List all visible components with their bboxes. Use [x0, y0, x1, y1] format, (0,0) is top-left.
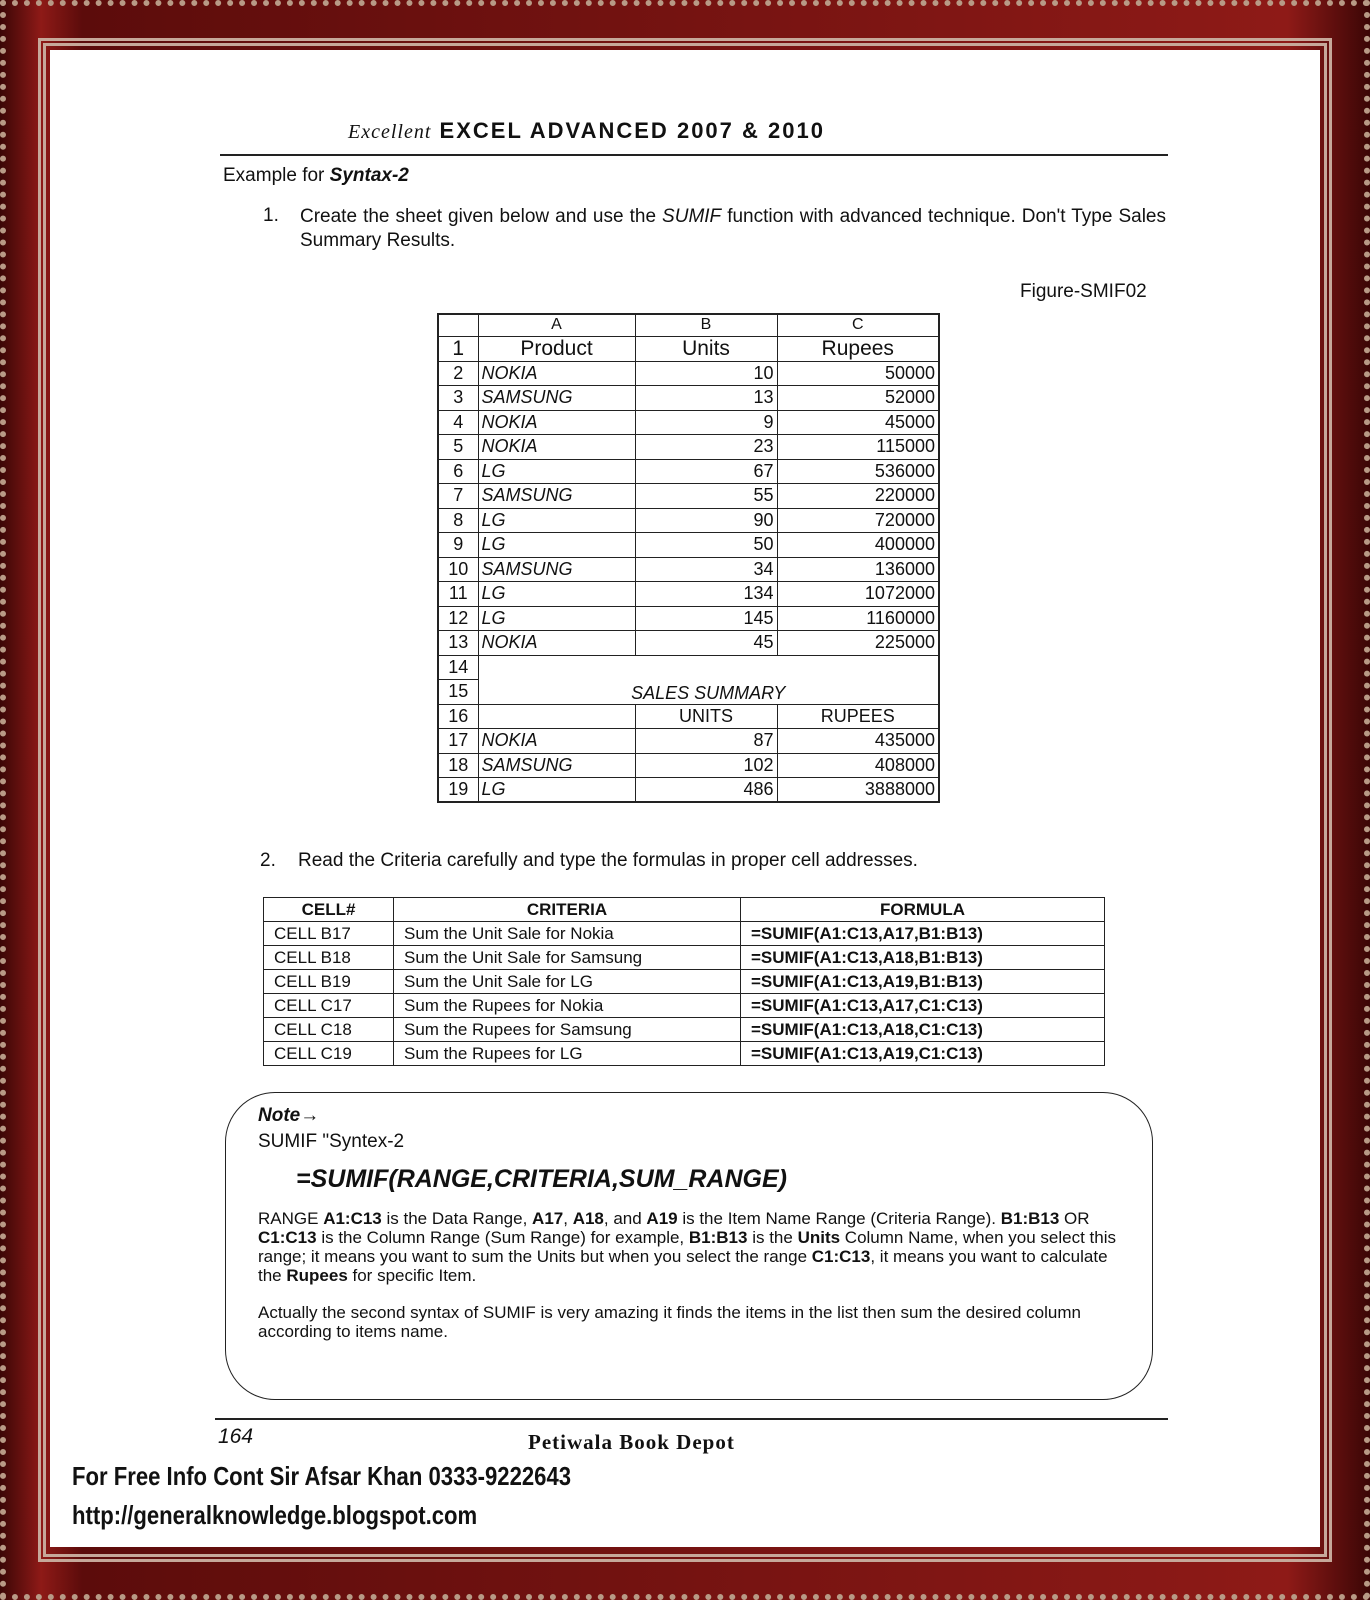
column-header: A	[478, 314, 635, 336]
rupees-cell: 115000	[777, 435, 939, 460]
rupees-cell: 220000	[777, 484, 939, 509]
units-cell: 13	[635, 386, 777, 411]
sheet-row	[438, 435, 939, 460]
sheet-row	[438, 704, 939, 729]
formula: =SUMIF(A1:C13,A18,B1:B13)	[741, 946, 1105, 970]
sheet-row	[438, 459, 939, 484]
sheet-row	[438, 361, 939, 386]
units-cell: 45	[635, 631, 777, 656]
product-cell: NOKIA	[478, 361, 635, 386]
header-version: 2007 & 2010	[676, 118, 825, 143]
formula: =SUMIF(A1:C13,A19,C1:C13)	[741, 1042, 1105, 1066]
spreadsheet-figure	[437, 313, 940, 803]
criteria-text: Sum the Rupees for LG	[394, 1042, 741, 1066]
product-cell: LG	[478, 778, 635, 803]
criteria-text: Sum the Rupees for Samsung	[394, 1018, 741, 1042]
sheet-row	[438, 386, 939, 411]
publisher: Petiwala Book Depot	[528, 1430, 735, 1454]
units-cell: 55	[635, 484, 777, 509]
header-cell: Product	[478, 336, 635, 361]
units-cell: 67	[635, 459, 777, 484]
header-script: Excellent	[348, 121, 432, 143]
blog-url[interactable]: http://generalknowledge.blogspot.com	[72, 1500, 478, 1530]
step2-text: Read the Criteria carefully and type the formulas in proper cell addresses.	[298, 850, 918, 871]
sheet-row	[438, 729, 939, 754]
product-cell: NOKIA	[478, 729, 635, 754]
summary-title: SALES SUMMARY	[478, 655, 939, 704]
row-number: 12	[438, 606, 478, 631]
rupees-cell: 536000	[777, 459, 939, 484]
units-cell: 23	[635, 435, 777, 460]
product-cell: LG	[478, 508, 635, 533]
product-cell: NOKIA	[478, 410, 635, 435]
criteria-row	[264, 922, 1105, 946]
note-title: Note→	[258, 1105, 320, 1126]
row-number: 8	[438, 508, 478, 533]
product-cell: NOKIA	[478, 435, 635, 460]
rupees-cell: 50000	[777, 361, 939, 386]
header-cell: Rupees	[777, 336, 939, 361]
product-cell: SAMSUNG	[478, 557, 635, 582]
step2-number: 2.	[260, 850, 276, 871]
step1-text	[300, 205, 1166, 253]
units-cell: 87	[635, 729, 777, 754]
criteria-text: Sum the Rupees for Nokia	[394, 994, 741, 1018]
units-cell: 102	[635, 753, 777, 778]
criteria-row	[264, 994, 1105, 1018]
criteria-header: CELL#	[264, 898, 394, 922]
cell-address: CELL C19	[264, 1042, 394, 1066]
cell-address: CELL C18	[264, 1018, 394, 1042]
sheet-row	[438, 753, 939, 778]
header-cell: Units	[635, 336, 777, 361]
sheet-row	[438, 557, 939, 582]
running-header	[348, 118, 825, 144]
rupees-cell: 1160000	[777, 606, 939, 631]
example-label: Example for	[223, 165, 330, 186]
units-cell: 50	[635, 533, 777, 558]
row-number: 13	[438, 631, 478, 656]
step1-text-b: function with advanced technique. Don't Type Sales Summary Results.	[300, 206, 1166, 251]
header-title: EXCEL ADVANCED	[439, 118, 669, 143]
rupees-cell: 45000	[777, 410, 939, 435]
example-heading	[223, 165, 409, 187]
example-syntax: Syntax-2	[329, 165, 409, 186]
step1-text-a: Create the sheet given below and use the	[300, 206, 663, 227]
product-cell: SAMSUNG	[478, 386, 635, 411]
summary-units-header: UNITS	[635, 704, 777, 729]
rupees-cell: 225000	[777, 631, 939, 656]
units-cell: 134	[635, 582, 777, 607]
criteria-text: Sum the Unit Sale for Nokia	[394, 922, 741, 946]
row-number: 19	[438, 778, 478, 803]
product-cell: LG	[478, 606, 635, 631]
rupees-cell: 136000	[777, 557, 939, 582]
row-number: 15	[438, 680, 478, 705]
row-number: 5	[438, 435, 478, 460]
sheet-row	[438, 606, 939, 631]
units-cell: 10	[635, 361, 777, 386]
criteria-row	[264, 946, 1105, 970]
cell-address: CELL B19	[264, 970, 394, 994]
sheet-row	[438, 655, 939, 680]
column-header: B	[635, 314, 777, 336]
criteria-row	[264, 1018, 1105, 1042]
contact-info: For Free Info Cont Sir Afsar Khan 0333-9222643	[72, 1461, 572, 1491]
product-cell: LG	[478, 459, 635, 484]
row-number: 1	[438, 336, 478, 361]
note-box	[225, 1092, 1153, 1400]
rupees-cell: 720000	[777, 508, 939, 533]
header-rule	[220, 154, 1168, 156]
summary-rupees-header: RUPEES	[777, 704, 939, 729]
sheet-row	[438, 582, 939, 607]
note-syntax: =SUMIF(RANGE,CRITERIA,SUM_RANGE)	[296, 1165, 787, 1193]
row-number: 2	[438, 361, 478, 386]
rupees-cell: 400000	[777, 533, 939, 558]
cell-address: CELL B17	[264, 922, 394, 946]
criteria-table	[263, 897, 1105, 1066]
row-number: 4	[438, 410, 478, 435]
figure-label: Figure-SMIF02	[1020, 281, 1147, 302]
rupees-cell: 1072000	[777, 582, 939, 607]
rupees-cell: 52000	[777, 386, 939, 411]
criteria-row	[264, 1042, 1105, 1066]
note-subtitle: SUMIF "Syntex-2	[258, 1131, 405, 1152]
units-cell: 486	[635, 778, 777, 803]
criteria-header: FORMULA	[741, 898, 1105, 922]
units-cell: 90	[635, 508, 777, 533]
sheet-row	[438, 778, 939, 803]
column-header: C	[777, 314, 939, 336]
sheet-row	[438, 508, 939, 533]
row-number: 9	[438, 533, 478, 558]
step1-number: 1.	[263, 205, 279, 226]
rupees-cell: 408000	[777, 753, 939, 778]
note-paragraph-2: Actually the second syntax of SUMIF is very amazing it finds the items in the list then sum the desired column according to items name.	[258, 1303, 1081, 1341]
product-cell: NOKIA	[478, 631, 635, 656]
product-cell: LG	[478, 582, 635, 607]
row-number: 18	[438, 753, 478, 778]
rupees-cell: 3888000	[777, 778, 939, 803]
criteria-row	[264, 970, 1105, 994]
row-number: 16	[438, 704, 478, 729]
formula: =SUMIF(A1:C13,A19,B1:B13)	[741, 970, 1105, 994]
units-cell: 34	[635, 557, 777, 582]
sheet-row	[438, 631, 939, 656]
empty-cell	[478, 704, 635, 729]
row-number: 7	[438, 484, 478, 509]
footer-rule	[215, 1418, 1168, 1420]
sheet-row	[438, 336, 939, 361]
row-number: 6	[438, 459, 478, 484]
product-cell: LG	[478, 533, 635, 558]
sheet-row	[438, 533, 939, 558]
row-number: 10	[438, 557, 478, 582]
page-number: 164	[218, 1425, 254, 1448]
formula: =SUMIF(A1:C13,A17,B1:B13)	[741, 922, 1105, 946]
row-number: 17	[438, 729, 478, 754]
corner-cell	[438, 314, 478, 336]
product-cell: SAMSUNG	[478, 484, 635, 509]
column-header-row	[438, 314, 939, 336]
row-number: 11	[438, 582, 478, 607]
sheet-row	[438, 484, 939, 509]
rupees-cell: 435000	[777, 729, 939, 754]
criteria-header-row	[264, 898, 1105, 922]
criteria-text: Sum the Unit Sale for LG	[394, 970, 741, 994]
note-paragraph-1: RANGE A1:C13 is the Data Range, A17, A18, and A19 is the Item Name Range (Criteria Range). B1:B13 OR C1:C13 is the Column Range (Sum Range) for example, B1:B13 is the Units Column Name, when you select this range; it means you want to sum the Units but when you select the range C1:C13, it means you want to calculate the Rupees for specific Item.	[258, 1209, 1116, 1285]
sheet-row	[438, 410, 939, 435]
row-number: 3	[438, 386, 478, 411]
product-cell: SAMSUNG	[478, 753, 635, 778]
criteria-header: CRITERIA	[394, 898, 741, 922]
formula: =SUMIF(A1:C13,A17,C1:C13)	[741, 994, 1105, 1018]
row-number: 14	[438, 655, 478, 680]
criteria-text: Sum the Unit Sale for Samsung	[394, 946, 741, 970]
units-cell: 9	[635, 410, 777, 435]
cell-address: CELL B18	[264, 946, 394, 970]
formula: =SUMIF(A1:C13,A18,C1:C13)	[741, 1018, 1105, 1042]
step1-fn: SUMIF	[662, 206, 722, 227]
cell-address: CELL C17	[264, 994, 394, 1018]
units-cell: 145	[635, 606, 777, 631]
